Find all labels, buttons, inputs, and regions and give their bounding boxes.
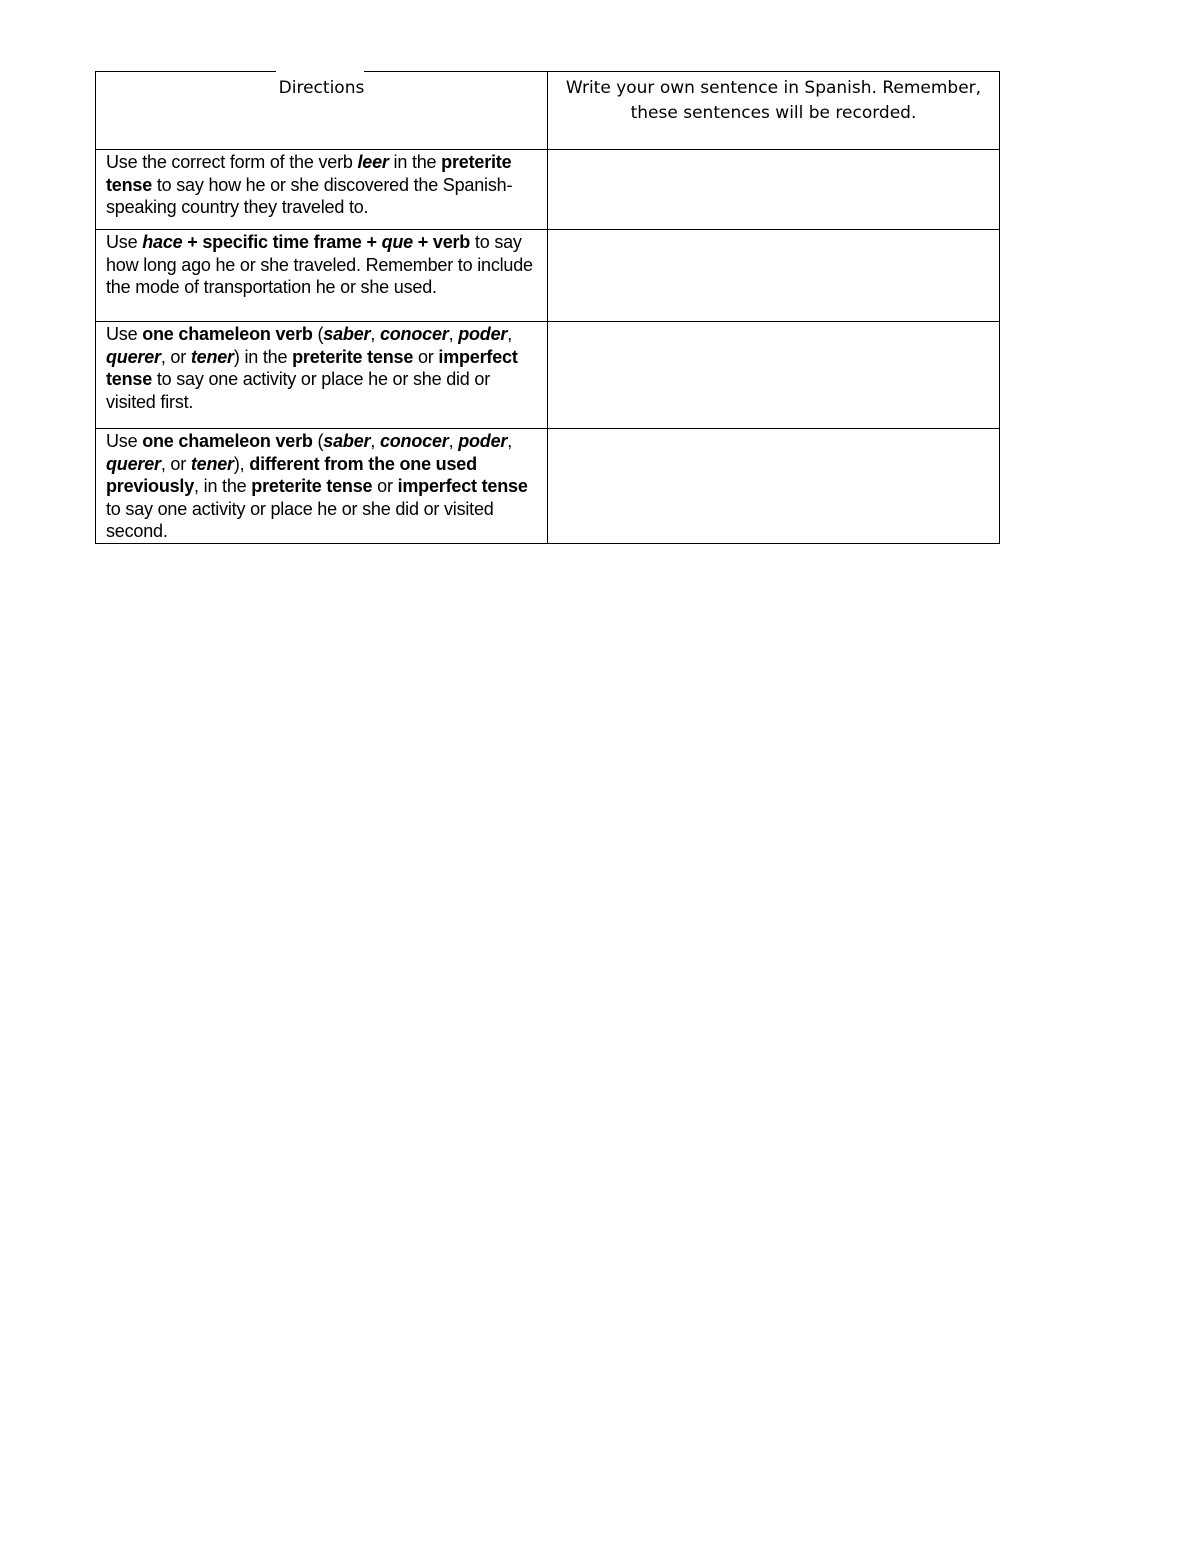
direction-text-segment: saber: [323, 431, 371, 451]
direction-text-segment: conocer: [379, 324, 449, 344]
direction-text-segment: + verb: [412, 232, 471, 252]
direction-text-segment: hace: [142, 232, 183, 252]
direction-text-segment: ),: [233, 453, 250, 474]
answer-cell-2[interactable]: [548, 230, 1000, 322]
direction-text-segment: querer: [106, 346, 161, 367]
table-row: [96, 429, 1000, 544]
table-row: [96, 150, 1000, 230]
answer-cell-1[interactable]: [548, 150, 1000, 230]
direction-cell-1: [96, 150, 548, 230]
direction-text-segment: ,: [507, 431, 513, 451]
direction-text-segment: to say one activity or place he or she did or visited second.: [106, 498, 494, 541]
direction-text-segment: one chameleon verb: [142, 324, 313, 344]
directions-header: Directions: [96, 72, 548, 150]
direction-cell-2: [96, 230, 548, 322]
sentence-header: Write your own sentence in Spanish. Remember, these sentences will be recorded.: [548, 72, 1000, 150]
direction-text-segment: imperfect tense: [106, 346, 518, 389]
table-row: [96, 230, 1000, 322]
direction-text-segment: ,: [370, 324, 380, 344]
direction-text-segment: saber: [323, 324, 371, 344]
direction-text-segment: Use the correct form of the verb: [106, 152, 358, 172]
direction-text-segment: + specific time frame +: [182, 232, 382, 252]
direction-text-segment: ) in the: [233, 346, 293, 367]
direction-text-segment: poder: [458, 324, 508, 344]
direction-text-segment: in the: [388, 152, 442, 172]
direction-text-segment: different from the one used previously: [106, 453, 477, 496]
table-row: [96, 322, 1000, 429]
table-header-row: [96, 72, 1000, 150]
direction-text-segment: poder: [458, 431, 508, 451]
direction-text-segment: querer: [106, 453, 161, 474]
direction-cell-3: [96, 322, 548, 429]
direction-text-segment: , or: [160, 453, 191, 474]
directions-table: [95, 71, 1000, 544]
direction-text-segment: imperfect tense: [397, 476, 528, 496]
direction-text-segment: to say how long ago he or she traveled. Remember to include the mode of transportation he or she used.: [106, 232, 533, 297]
direction-text-segment: preterite tense: [106, 152, 512, 195]
direction-text-segment: que: [381, 232, 413, 252]
direction-text-segment: (: [312, 324, 324, 344]
direction-text-segment: or: [413, 346, 439, 367]
direction-text-segment: ,: [507, 324, 513, 344]
direction-text-segment: ,: [370, 431, 380, 451]
direction-text-segment: , in the: [194, 476, 252, 496]
direction-text-segment: to say one activity or place he or she did or visited first.: [106, 369, 491, 412]
direction-text-segment: conocer: [379, 431, 449, 451]
direction-text-segment: , or: [160, 346, 191, 367]
direction-text-segment: preterite tense: [251, 476, 373, 496]
direction-text-segment: leer: [357, 152, 389, 172]
direction-text-segment: Use: [106, 431, 143, 451]
answer-cell-3[interactable]: [548, 322, 1000, 429]
direction-text-segment: (: [312, 431, 324, 451]
direction-text-segment: Use: [106, 232, 143, 252]
direction-text-segment: preterite tense: [292, 346, 414, 367]
direction-text-segment: one chameleon verb: [142, 431, 313, 451]
direction-text-segment: tener: [190, 453, 234, 474]
direction-text-segment: or: [372, 476, 398, 496]
header-border-gap: [276, 68, 364, 74]
direction-text-segment: to say how he or she discovered the Spanish-speaking country they traveled to.: [106, 174, 513, 217]
direction-text-segment: ,: [448, 324, 459, 344]
answer-cell-4[interactable]: [548, 429, 1000, 544]
direction-text-segment: tener: [190, 346, 234, 367]
direction-cell-4: [96, 429, 548, 544]
direction-text-segment: Use: [106, 324, 143, 344]
direction-text-segment: ,: [448, 431, 459, 451]
